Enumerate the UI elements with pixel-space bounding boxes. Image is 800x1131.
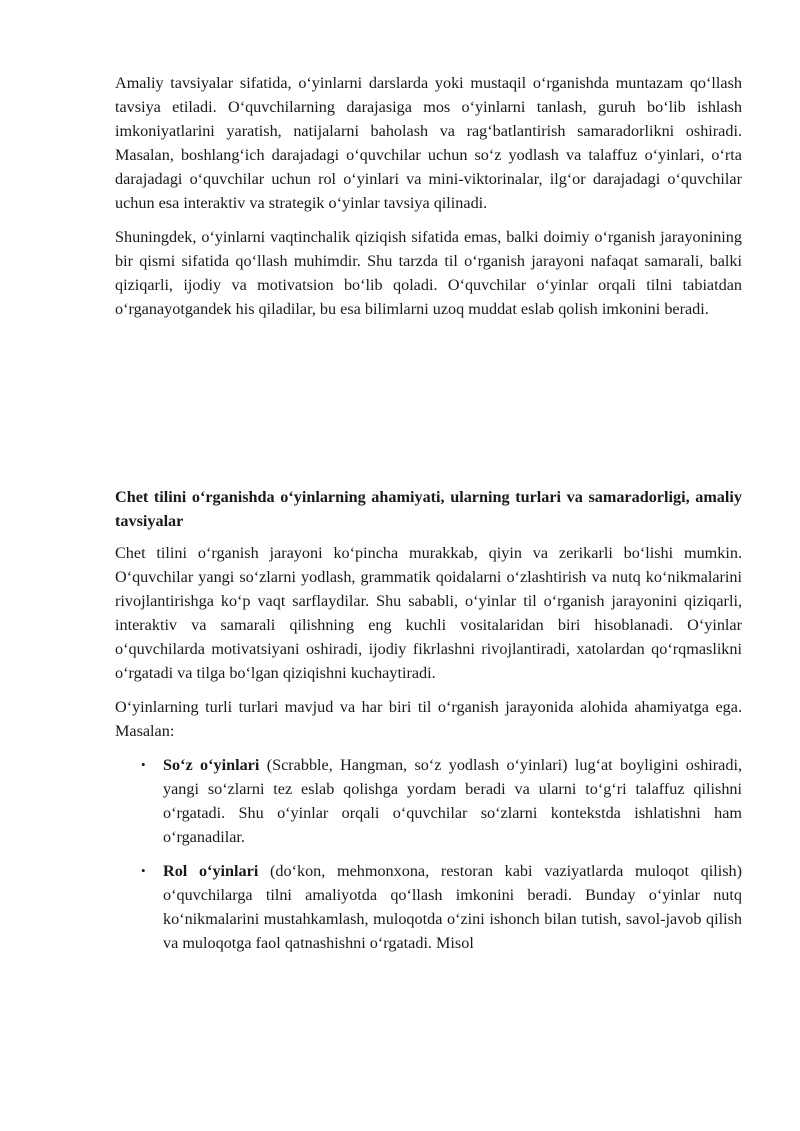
body-paragraph: Chet tilini o‘rganish jarayoni ko‘pincha murakkab, qiyin va zerikarli bo‘lishi mumkin. O‘quvchilar yangi so‘zlarni yodlash, grammatik qoidalarni o‘zlashtirish va nutq ko‘nikmalarini rivojlantirishga ko‘p vaqt sarflaydilar. Shu sababli, o‘yinlar til o‘rganish jarayonini qiziqarli, interaktiv va samarali qilishning eng kuchli vositalaridan biri hisoblanadi. O‘yinlar o‘quvchilarda motivatsiyani oshiradi, ijodiy fikrlashni rivojlantiradi, xatolardan qo‘rqmaslikni o‘rgatadi va tilga bo‘lgan qiziqishni kuchaytiradi. [115, 544, 742, 682]
bullet-icon: • [141, 757, 146, 772]
list-item [115, 753, 742, 849]
document-page [115, 71, 742, 955]
list-item-text: (do‘kon, mehmonxona, restoran kabi vaziyatlarda muloqot qilish) o‘quvchilarga tilni amaliyotda qo‘llash imkonini beradi. Bunday o‘yinlar nutq ko‘nikmalarini mustahkamlash, muloqotda o‘zini ishonch bilan tutish, savol-javob qilish va muloqotga faol qatnashishni o‘rgatadi. Misol [163, 862, 742, 952]
body-paragraph: O‘yinlarning turli turlari mavjud va har biri til o‘rganish jarayonida alohida ahamiyatga ega. Masalan: [115, 698, 742, 740]
list-item-term: So‘z o‘yinlari [163, 756, 260, 774]
bullet-icon: • [141, 863, 146, 878]
body-paragraph: Amaliy tavsiyalar sifatida, o‘yinlarni darslarda yoki mustaqil o‘rganishda muntazam qo‘llash tavsiya etiladi. O‘quvchilarning darajasiga mos o‘yinlarni tanlash, guruh bo‘lib ishlash imkoniyatlarini yaratish, natijalarni baholash va rag‘batlantirish samaradorlikni oshiradi. Masalan, boshlang‘ich darajadagi o‘quvchilar uchun so‘z yodlash va talaffuz o‘yinlari, o‘rta darajadagi o‘quvchilar uchun rol o‘yinlari va mini-viktorinalar, ilg‘or darajadagi o‘quvchilar uchun esa interaktiv va strategik o‘yinlar tavsiya qilinadi. [115, 74, 742, 212]
list-item-term: Rol o‘yinlari [163, 862, 259, 880]
list-item [115, 859, 742, 955]
bullet-list [115, 753, 742, 955]
section-heading: Chet tilini o‘rganishda o‘yinlarning ahamiyati, ularning turlari va samaradorligi, amaliy tavsiyalar [115, 488, 742, 530]
list-item-text: (Scrabble, Hangman, so‘z yodlash o‘yinlari) lug‘at boyligini oshiradi, yangi so‘zlarni tez eslab qolishga yordam beradi va ularni to‘g‘ri talaffuz qilishni o‘rgatadi. Shu o‘yinlar orqali o‘quvchilar so‘zlarni kontekstda ishlatishni ham o‘rganadilar. [163, 756, 743, 846]
body-paragraph: Shuningdek, o‘yinlarni vaqtinchalik qiziqish sifatida emas, balki doimiy o‘rganish jarayonining bir qismi sifatida qo‘llash muhimdir. Shu tarzda til o‘rganish jarayoni nafaqat samarali, balki qiziqarli, ijodiy va motivatsion bo‘lib qoladi. O‘quvchilar o‘yinlar orqali tilni tabiatdan o‘rganayotgandek his qiladilar, bu esa bilimlarni uzoq muddat eslab qolish imkonini beradi. [115, 228, 742, 318]
